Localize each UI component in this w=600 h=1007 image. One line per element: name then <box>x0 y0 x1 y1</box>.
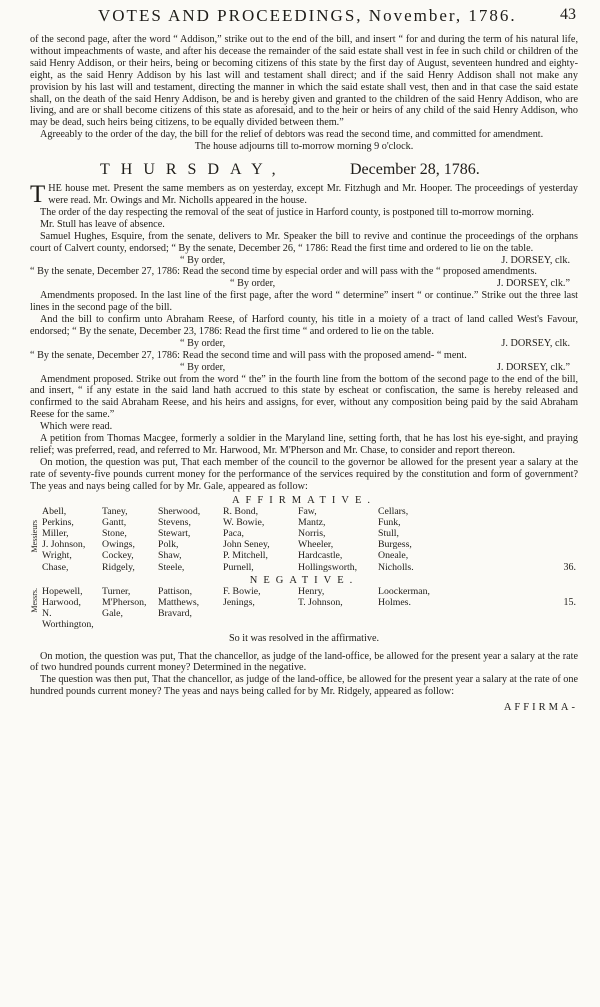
voter-name: Owings, <box>102 539 135 551</box>
paragraph: On motion, the question was put, That the chancellor, as judge of the land-office, be allowed for the present year a salary at the rate of two hundred pounds current money? Determined in the negative. <box>30 650 578 674</box>
voter-name: Sherwood, <box>158 505 201 517</box>
vote-heading-negative: NEGATIVE. <box>249 574 359 586</box>
heading-date: December 28, 1786. <box>350 161 480 179</box>
voter-name: Funk, <box>378 516 401 528</box>
order-line <box>30 255 578 267</box>
voter-name: Cellars, <box>378 505 409 517</box>
voter-name: Pattison, <box>158 585 193 597</box>
paragraph <box>30 183 578 207</box>
clerk-signature: J. DORSEY, clk.” <box>496 361 570 373</box>
by-order: “ By order, <box>180 337 226 349</box>
voter-name: Oneale, <box>378 550 409 562</box>
side-label: Messrs. <box>30 587 39 613</box>
voter-name: Stevens, <box>158 516 191 528</box>
side-label: Messieurs <box>30 519 39 553</box>
voter-name: Mantz, <box>298 516 326 528</box>
vote-list <box>42 586 578 631</box>
voter-name: F. Bowie, <box>223 585 261 597</box>
document-page <box>30 0 578 713</box>
paragraph: Mr. Stull has leave of absence. <box>40 218 165 230</box>
voter-name: Ridgely, <box>102 561 135 573</box>
voter-name: Gantt, <box>102 516 127 528</box>
voter-name: Chase, <box>42 561 69 573</box>
voter-name: J. Johnson, <box>42 539 86 551</box>
voter-name: R. Bond, <box>223 505 259 517</box>
adjournment-note: The house adjourns till to-morrow morning 9 o'clock. <box>194 141 414 153</box>
paragraph: “ By the senate, December 27, 1786: Read the second time by especial order and will pass with the “ proposed amendments. <box>30 266 537 278</box>
paragraph: Samuel Hughes, Esquire, from the senate, delivers to Mr. Speaker the bill to revive and continue the proceedings of the orphans court of Calvert county, endorsed; “ By the senate, December 26, “ 1786: Read the first time and ordered to lie on the table. <box>30 230 578 254</box>
clerk-signature: J. DORSEY, clk. <box>501 337 570 349</box>
voter-name <box>298 608 378 630</box>
by-order: “ By order, <box>230 278 276 290</box>
running-title: VOTES AND PROCEEDINGS, November, 1786. <box>98 6 517 25</box>
voter-name: Polk, <box>158 539 179 551</box>
voter-name: Wheeler, <box>298 539 334 551</box>
voter-name: Jenings, <box>223 597 255 609</box>
resolution-note: So it was resolved in the affirmative. <box>228 632 380 644</box>
order-line <box>30 278 578 290</box>
voter-name: Stull, <box>378 528 399 540</box>
paragraph-text: HE house met. Present the same members as on yesterday, except Mr. Fitzhugh and Mr. Hooper. The proceedings of yesterday were read. Mr. Owings and Mr. Nicholls appeared in the house. <box>48 183 578 206</box>
voter-name: P. Mitchell, <box>223 550 268 562</box>
order-line <box>30 338 578 350</box>
voter-name: Shaw, <box>158 550 182 562</box>
voter-name: John Seney, <box>223 539 270 551</box>
vote-list <box>42 506 578 573</box>
paragraph: “ By the senate, December 27, 1786: Read the second time and will pass with the proposed amend- “ ment. <box>30 349 467 361</box>
voter-name: Abell, <box>42 505 67 517</box>
heading-day: THURSDAY, <box>100 161 287 179</box>
order-line <box>30 362 578 374</box>
voter-name: Hardcastle, <box>298 550 343 562</box>
voter-name: Hopewell, <box>42 585 83 597</box>
voter-name: Henry, <box>298 585 325 597</box>
voter-name: Paca, <box>223 528 244 540</box>
voter-name: Hollingsworth, <box>298 561 358 573</box>
voter-name: Wright, <box>42 550 72 562</box>
voter-name: W. Bowie, <box>223 516 265 528</box>
vote-block-affirmative <box>30 506 578 573</box>
vote-heading-affirmative: AFFIRMATIVE. <box>231 494 377 506</box>
voter-name: Turner, <box>102 585 131 597</box>
by-order: “ By order, <box>180 361 226 373</box>
paragraph: Which were read. <box>40 421 113 433</box>
paragraph: Amendments proposed. In the last line of the first page, after the word “ determine” insert “ or continue.” Strike out the three last lines in the second page of the bill. <box>30 290 578 314</box>
vote-tally: 15. <box>563 596 576 608</box>
voter-name: Nicholls. <box>378 561 414 573</box>
voter-name: Cockey, <box>102 550 134 562</box>
voter-name: Miller, <box>42 528 69 540</box>
voter-name: Steele, <box>158 561 185 573</box>
paragraph: The question was then put, That the chancellor, as judge of the land-office, be allowed for the present year a salary at the rate of one hundred pounds current money? The yeas and nays being called for by Mr. Ridgely, appeared as follow: <box>30 674 578 698</box>
voter-name: Harwood, <box>42 597 81 609</box>
vote-block-negative <box>30 586 578 631</box>
paragraph: Amendment proposed. Strike out from the word “ the” in the fourth line from the bottom of the second page to the end of the bill, and insert, “ if any estate in the said land hath accrued to this state by escheat or confiscation, the same is hereby released and confirmed to the said Abraham Reese, and his heirs and assigns, for ever, without any composition being paid by the said Abraham Reese for the same.” <box>30 373 578 421</box>
voter-name: Holmes. <box>378 597 411 609</box>
voter-name: Gale, <box>102 608 123 620</box>
page-header <box>30 0 578 34</box>
clerk-signature: J. DORSEY, clk.” <box>496 278 570 290</box>
paragraph: A petition from Thomas Macgee, formerly a soldier in the Maryland line, setting forth, that he has lost his eye-sight, and praying relief; was preferred, read, and referred to Mr. Harwood, Mr. M'Pherson and Mr. Chase, to consider and report thereon. <box>30 433 578 456</box>
paragraph: And the bill to confirm unto Abraham Reese, of Harford county, his title in a moiety of a tract of land called West's Favour, endorsed; “ By the senate, December 23, 1786: Read the first time “ and ordered to lie on the table. <box>30 314 578 337</box>
voter-name: Burgess, <box>378 539 412 551</box>
voter-name <box>223 608 298 630</box>
page-number: 43 <box>560 6 576 23</box>
drop-cap: T <box>30 181 46 209</box>
voter-name: M'Pherson, <box>102 597 147 609</box>
clerk-signature: J. DORSEY, clk. <box>501 254 570 266</box>
voter-name: Matthews, <box>158 597 200 609</box>
voter-name: N. Worthington, <box>42 608 94 631</box>
vote-tally: 36. <box>563 561 576 573</box>
voter-name: Norris, <box>298 528 326 540</box>
paragraph: of the second page, after the word “ Addison,” strike out to the end of the bill, and insert “ for and during the term of his natural life, without impeachments of waste, and after his decease the remainder of the said estate shall vest in fee in such child or children of the said Henry Addison, or their heirs, being or becoming citizens of this state by the first day of August, seventeen hundred and eighty-eight, as the said Henry Addison by his last will and testament shall direct; and if the said Henry Addison shall not make any provision by his last will and testament, directing the manner in which the said estate shall vest, then and in that case the said estate shall, on the death of the said Henry Addison, be and is hereby given and granted to the children of the said Henry Addison, who are living, and are or shall become citizens of this state as aforesaid, and to the heir or heirs of any child of the said Henry Addison, who may be dead, such heirs being citizens, to be equally divided between them.” <box>30 34 578 129</box>
voter-name: Purnell, <box>223 561 254 573</box>
voter-name: Perkins, <box>42 516 74 528</box>
voter-name <box>378 608 468 630</box>
voter-name: Faw, <box>298 505 317 517</box>
paragraph: On motion, the question was put, That each member of the council to the governor be allowed for the present year a salary at the rate of seventy-five pounds current money for the performance of the services required by the constitution and form of government? The yeas and nays being called for by Mr. Gale, appeared as follow: <box>30 456 578 492</box>
catchword: AFFIRMA- <box>503 702 578 714</box>
paragraph: Agreeably to the order of the day, the bill for the relief of debtors was read the second time, and committed for amendment. <box>40 129 544 141</box>
voter-name: Loockerman, <box>378 585 430 597</box>
voter-name: Taney, <box>102 505 128 517</box>
section-heading <box>30 159 578 183</box>
voter-name: Bravard, <box>158 608 193 620</box>
by-order: “ By order, <box>180 254 226 266</box>
paragraph: The order of the day respecting the removal of the seat of justice in Harford county, is postponed till to-morrow morning. <box>40 206 534 218</box>
voter-name: T. Johnson, <box>298 597 343 609</box>
voter-name: Stone, <box>102 528 127 540</box>
voter-name: Stewart, <box>158 528 191 540</box>
